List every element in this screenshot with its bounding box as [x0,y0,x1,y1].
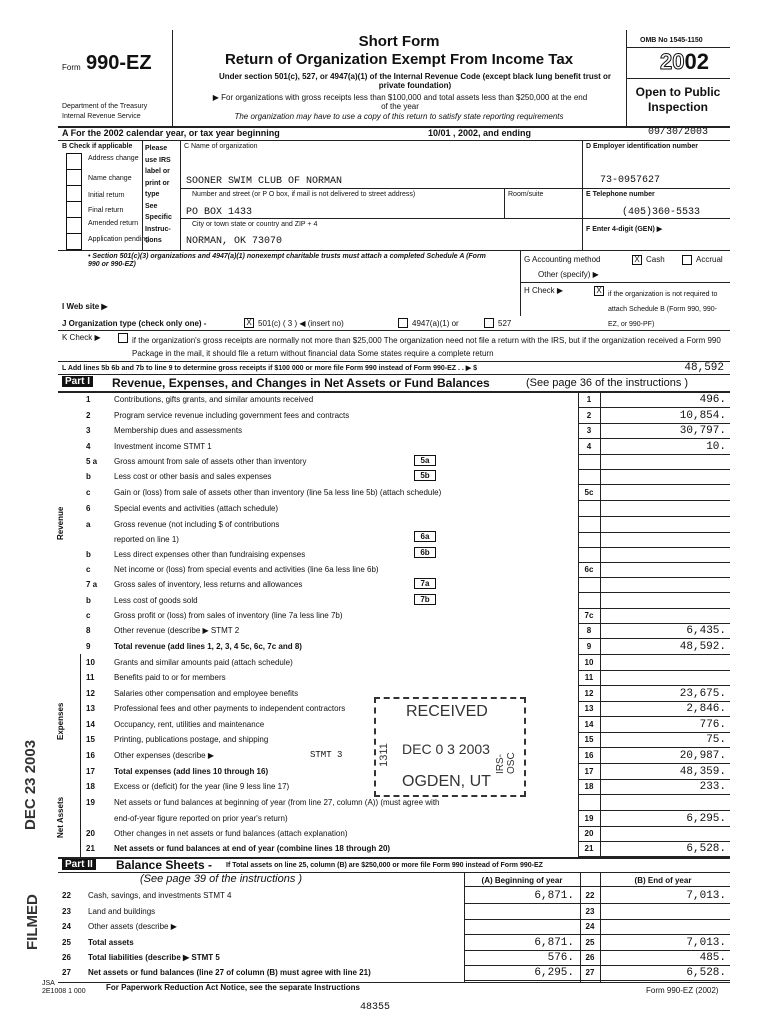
line-amount: 48,592. [679,641,726,653]
line-box: 9 [586,642,592,651]
line-amount: 10,854. [679,410,726,422]
cash-checkbox[interactable]: X [632,255,642,265]
part1-see: (See page 36 of the instructions ) [526,377,689,389]
line-box: 21 [584,844,594,853]
part2-title: Balance Sheets - [116,858,213,872]
jsa-code: 2E1008 1 000 [42,988,86,995]
for-orgs: ▶ For organizations with gross receipts less than $100,000 and total assets less than $250,000 at the end of the year [212,93,588,111]
cash-label: Cash [646,255,665,264]
form-ref: Form 990-EZ (2002) [646,986,719,995]
gross-receipts: 48,592 [684,362,724,374]
phone-label: E Telephone number [586,191,655,198]
line-number: 26 [62,953,71,962]
stmt3-ref: STMT 3 [310,750,343,760]
tax-year: 2002 [660,49,709,74]
line-amount: 6,295. [686,813,726,825]
line-description: end-of-year figure reported on prior year's return) [114,814,288,823]
accrual-label: Accrual [696,255,723,264]
line-box: 2 [586,411,592,420]
line-description: Net assets or fund balances (line 27 of column (B) must agree with line 21) [88,968,371,977]
form-subtitle: Return of Organization Exempt From Income Tax [224,51,574,68]
gen-label: F Enter 4-digit (GEN) ▶ [586,226,663,233]
line-number: b [86,472,91,481]
line-description: Gross profit or (loss) from sales of inventory (line 7a less line 7b) [114,611,343,620]
line-box: 18 [584,782,594,791]
line-description: Excess or (deficit) for the year (line 9 less line 17) [114,782,290,791]
line-amount: 48,359. [679,766,726,778]
line-description: Net assets or fund balances at end of year (combine lines 18 through 20) [114,844,391,853]
line-number: 27 [62,968,71,977]
line-number: 3 [86,426,91,435]
line-box: 13 [584,704,594,713]
type-4947: 4947(a)(1) or [412,319,459,328]
line-description: Less cost or other basis and sales expenses [114,472,272,481]
check-address: Address change [88,155,139,162]
line-description: Total expenses (add lines 10 through 16) [114,767,269,776]
line-amount: 6,435. [686,625,726,637]
line-number: 14 [86,720,95,729]
line-number: 6 [86,504,91,513]
received-stamp: RECEIVED DEC 0 3 2003 OGDEN, UT 1311 IRS-OSC [374,697,526,797]
line-description: Other changes in net assets or fund balances (attach explanation) [114,829,348,838]
h-check: H Check ▶ [524,286,564,295]
line-number: 7 a [86,580,98,589]
type-527: 527 [498,319,512,328]
check-pending: Application pending [88,236,150,243]
line-description: Grants and similar amounts paid (attach schedule) [114,658,293,667]
end-amount: 485. [699,952,726,964]
begin-amount: 6,871. [534,937,574,949]
other-specify: Other (specify) ▶ [538,270,599,279]
side-revenue: Revenue [56,506,65,540]
line-number: 2 [86,411,91,420]
line-amount: 75. [706,734,726,746]
pra-notice: For Paperwork Reduction Act Notice, see the separate Instructions [106,983,360,992]
line-amount: 30,797. [679,425,726,437]
line-box: 15 [584,735,594,744]
line-box: 10 [584,658,594,667]
line-box: 16 [584,751,594,760]
h-desc: if the organization is not required to attach Schedule B (Form 990, 990-EZ, or 990-PF) [608,291,718,328]
line-number: 17 [86,767,95,776]
line-description: Net assets or fund balances at beginning of year (from line 27, column (A)) (must agree with [114,798,440,807]
line-number: 11 [86,673,95,682]
part2-label: Part II [62,859,96,870]
line-description: Professional fees and other payments to independent contractors [114,704,346,713]
begin-amount: 6,871. [534,890,574,902]
box-7a: 7a [414,578,436,589]
side-date-stamp: DEC 23 2003 [22,739,39,830]
line-description: Gross amount from sale of assets other than inventory [114,457,307,466]
form-word: Form [62,63,81,72]
line-description: Program service revenue including government fees and contracts [114,411,350,420]
check-name: Name change [88,175,132,182]
copy-note: The organization may have to use a copy of this return to satisfy state reporting requirements [234,112,564,121]
side-net-assets: Net Assets [56,796,65,838]
type-501c-checkbox[interactable]: X [244,318,254,328]
line-box: 7c [584,611,594,620]
line-amount: 776. [699,719,726,731]
line-number: c [86,488,91,497]
line-number: a [86,520,91,529]
line-number: c [86,565,91,574]
line-number: 21 [86,844,95,853]
line-description: Net income or (loss) from special events and activities (line 6a less line 6b) [114,565,379,574]
line-amount: 2,846. [686,703,726,715]
line-amount: 20,987. [679,750,726,762]
line-number: 13 [86,704,95,713]
k-desc: if the organization's gross receipts are normally not more than $25,000 The organization need not file a return with the IRS, but if the organization received a Form 990 Package in the mail, it should file a return without financial data Some states require a complete return [132,336,721,358]
check-amended: Amended return [88,220,139,227]
box-6a: 6a [414,531,436,542]
line-description: Other assets (describe ▶ [88,922,177,931]
row-a-begin: 10/01 , 2002, and ending [428,128,532,138]
phone: (405)360-5533 [622,207,701,218]
line-description: Special events and activities (attach schedule) [114,504,279,513]
line-number: c [86,611,91,620]
begin-amount: 576. [547,952,574,964]
line-box: 20 [584,829,594,838]
filmed-stamp: FILMED [24,894,41,950]
part1-label: Part I [62,376,93,387]
line-number: 9 [86,642,91,651]
street: PO BOX 1433 [186,207,253,218]
under-section: Under section 501(c), 527, or 4947(a)(1) of the Internal Revenue Code (except black lung benefit trust or private foundation) [218,72,612,90]
k-check: K Check ▶ [62,333,101,342]
line-description: Less direct expenses other than fundraising expenses [114,550,306,559]
end-amount: 6,528. [686,967,726,979]
line-box: 6c [584,565,594,574]
line-description: Gross revenue (not including $ of contributions [114,520,280,529]
part2-see: (See page 39 of the instructions ) [140,873,303,885]
line-number: b [86,550,91,559]
line-box: 12 [584,689,594,698]
line-description: Total revenue (add lines 1, 2, 3, 4 5c, 6c, 7c and 8) [114,642,302,651]
irs-label: Internal Revenue Service [62,113,141,120]
line-amount: 23,675. [679,688,726,700]
line-description: Membership dues and assessments [114,426,243,435]
box-5a: 5a [414,455,436,466]
k-checkbox[interactable] [118,333,128,343]
row-a-end: 09/30/2003 [648,127,709,138]
box-7b: 7b [414,594,436,605]
line-description: Total liabilities (describe ▶ STMT 5 [88,953,220,962]
h-checkbox[interactable]: X [594,286,604,296]
check-final: Final return [88,207,124,214]
line-description: Less cost of goods sold [114,596,198,605]
please-label: Please use IRS label or print or type See Specific Instruc- tions [145,145,172,244]
web-site: I Web site ▶ [62,302,108,311]
line-description: Investment income STMT 1 [114,442,212,451]
part2-note: If Total assets on line 25, column (B) are $250,000 or more file Form 990 instead of Form 990-EZ [226,862,543,869]
line-box: 11 [584,673,594,682]
side-expenses: Expenses [56,702,65,740]
form-title: Short Form [358,33,440,50]
part1-title: Revenue, Expenses, and Changes in Net Assets or Fund Balances [112,376,490,390]
city-label: City or town state or country and ZIP + 4 [192,221,318,228]
line-number: 15 [86,735,95,744]
line-number: 8 [86,626,91,635]
line-box: 26 [585,953,595,962]
line-number: 22 [62,891,71,900]
type-527-checkbox[interactable] [484,318,494,328]
line-description: Gain or (loss) from sale of assets other than inventory (line 5a less line 5b) (attach schedule) [114,488,442,497]
line-amount: 6,528. [686,843,726,855]
line-number: 18 [86,782,95,791]
line-box: 3 [586,426,592,435]
accounting-method: G Accounting method [524,255,601,264]
line-amount: 233. [699,781,726,793]
line-description: Other expenses (describe ▶ [114,751,214,760]
check-initial: Initial return [88,192,125,199]
type-4947-checkbox[interactable] [398,318,408,328]
line-number: 24 [62,922,71,931]
line-description: Land and buildings [88,907,156,916]
form-number: 990-EZ [86,52,152,74]
line-box: 25 [585,938,595,947]
col-b-header: (B) End of year [634,876,692,885]
line-box: 1 [586,395,592,404]
line-box: 5c [584,488,594,497]
line-number: 20 [86,829,95,838]
line-box: 17 [584,767,594,776]
line-description: Total assets [88,938,134,947]
line-box: 19 [584,814,594,823]
box-5b: 5b [414,470,436,481]
omb-number: OMB No 1545-1150 [640,37,703,44]
line-description: Occupancy, rent, utilities and maintenance [114,720,265,729]
line-number: 1 [86,395,91,404]
room-label: Room/suite [508,191,544,198]
line-box: 24 [585,922,595,931]
box-6b: 6b [414,547,436,558]
city: NORMAN, OK 73070 [186,236,283,247]
end-amount: 7,013. [686,937,726,949]
line-box: 23 [585,907,595,916]
ein-label: D Employer identification number [586,143,699,150]
line-box: 22 [585,891,595,900]
l-text: L Add lines 5b 6b and 7b to line 9 to determine gross receipts if $100 000 or more file Form 990 instead of Form 990-EZ . . ▶ $ [62,365,478,372]
dept-treasury: Department of the Treasury [62,103,148,110]
line-box: 8 [586,626,592,635]
line-description: Printing, publications postage, and shipping [114,735,269,744]
line-box: 14 [584,720,594,729]
check-applicable-label: B Check if applicable [62,143,133,150]
line-number: 10 [86,658,95,667]
org-name: SOONER SWIM CLUB OF NORMAN [186,176,343,187]
line-description: Contributions, gifts grants, and similar amounts received [114,395,314,404]
line-number: 12 [86,689,95,698]
open-public-1: Open to Public [635,85,721,99]
line-description: Benefits paid to or for members [114,673,226,682]
line-description: Cash, savings, and investments STMT 4 [88,891,232,900]
accrual-checkbox[interactable] [682,255,692,265]
line-number: b [86,596,91,605]
open-public-2: Inspection [647,100,708,114]
line-description: reported on line 1) [114,535,179,544]
line-number: 4 [86,442,91,451]
begin-amount: 6,295. [534,967,574,979]
line-number: 23 [62,907,71,916]
line-box: 4 [586,442,592,451]
line-description: Other revenue (describe ▶ STMT 2 [114,626,240,635]
line-amount: 496. [699,394,726,406]
line-box: 27 [585,968,595,977]
type-501c: 501(c) ( 3 ) ◀ (insert no) [258,319,344,328]
sched-a-note: • Section 501(c)(3) organizations and 4947(a)(1) nonexempt charitable trusts must attach a completed Schedule A (Form 990 or 990-EZ) [88,253,486,268]
end-amount: 7,013. [686,890,726,902]
line-number: 19 [86,798,95,807]
jsa-label: JSA [42,980,55,987]
street-label: Number and street (or P O box, if mail is not delivered to street address) [192,191,416,198]
org-name-label: C Name of organization [184,143,258,150]
row-a-text: A For the 2002 calendar year, or tax year beginning [62,128,280,138]
b-checkboxes [66,153,82,250]
line-number: 16 [86,751,95,760]
page-number: 48355 [360,1002,391,1013]
line-number: 25 [62,938,71,947]
ein: 73-0957627 [600,175,661,186]
line-amount: 10. [706,441,726,453]
line-description: Salaries other compensation and employee benefits [114,689,299,698]
org-type: J Organization type (check only one) - [62,319,207,328]
col-a-header: (A) Beginning of year [481,876,563,885]
line-description: Gross sales of inventory, less returns and allowances [114,580,303,589]
line-number: 5 a [86,457,98,466]
